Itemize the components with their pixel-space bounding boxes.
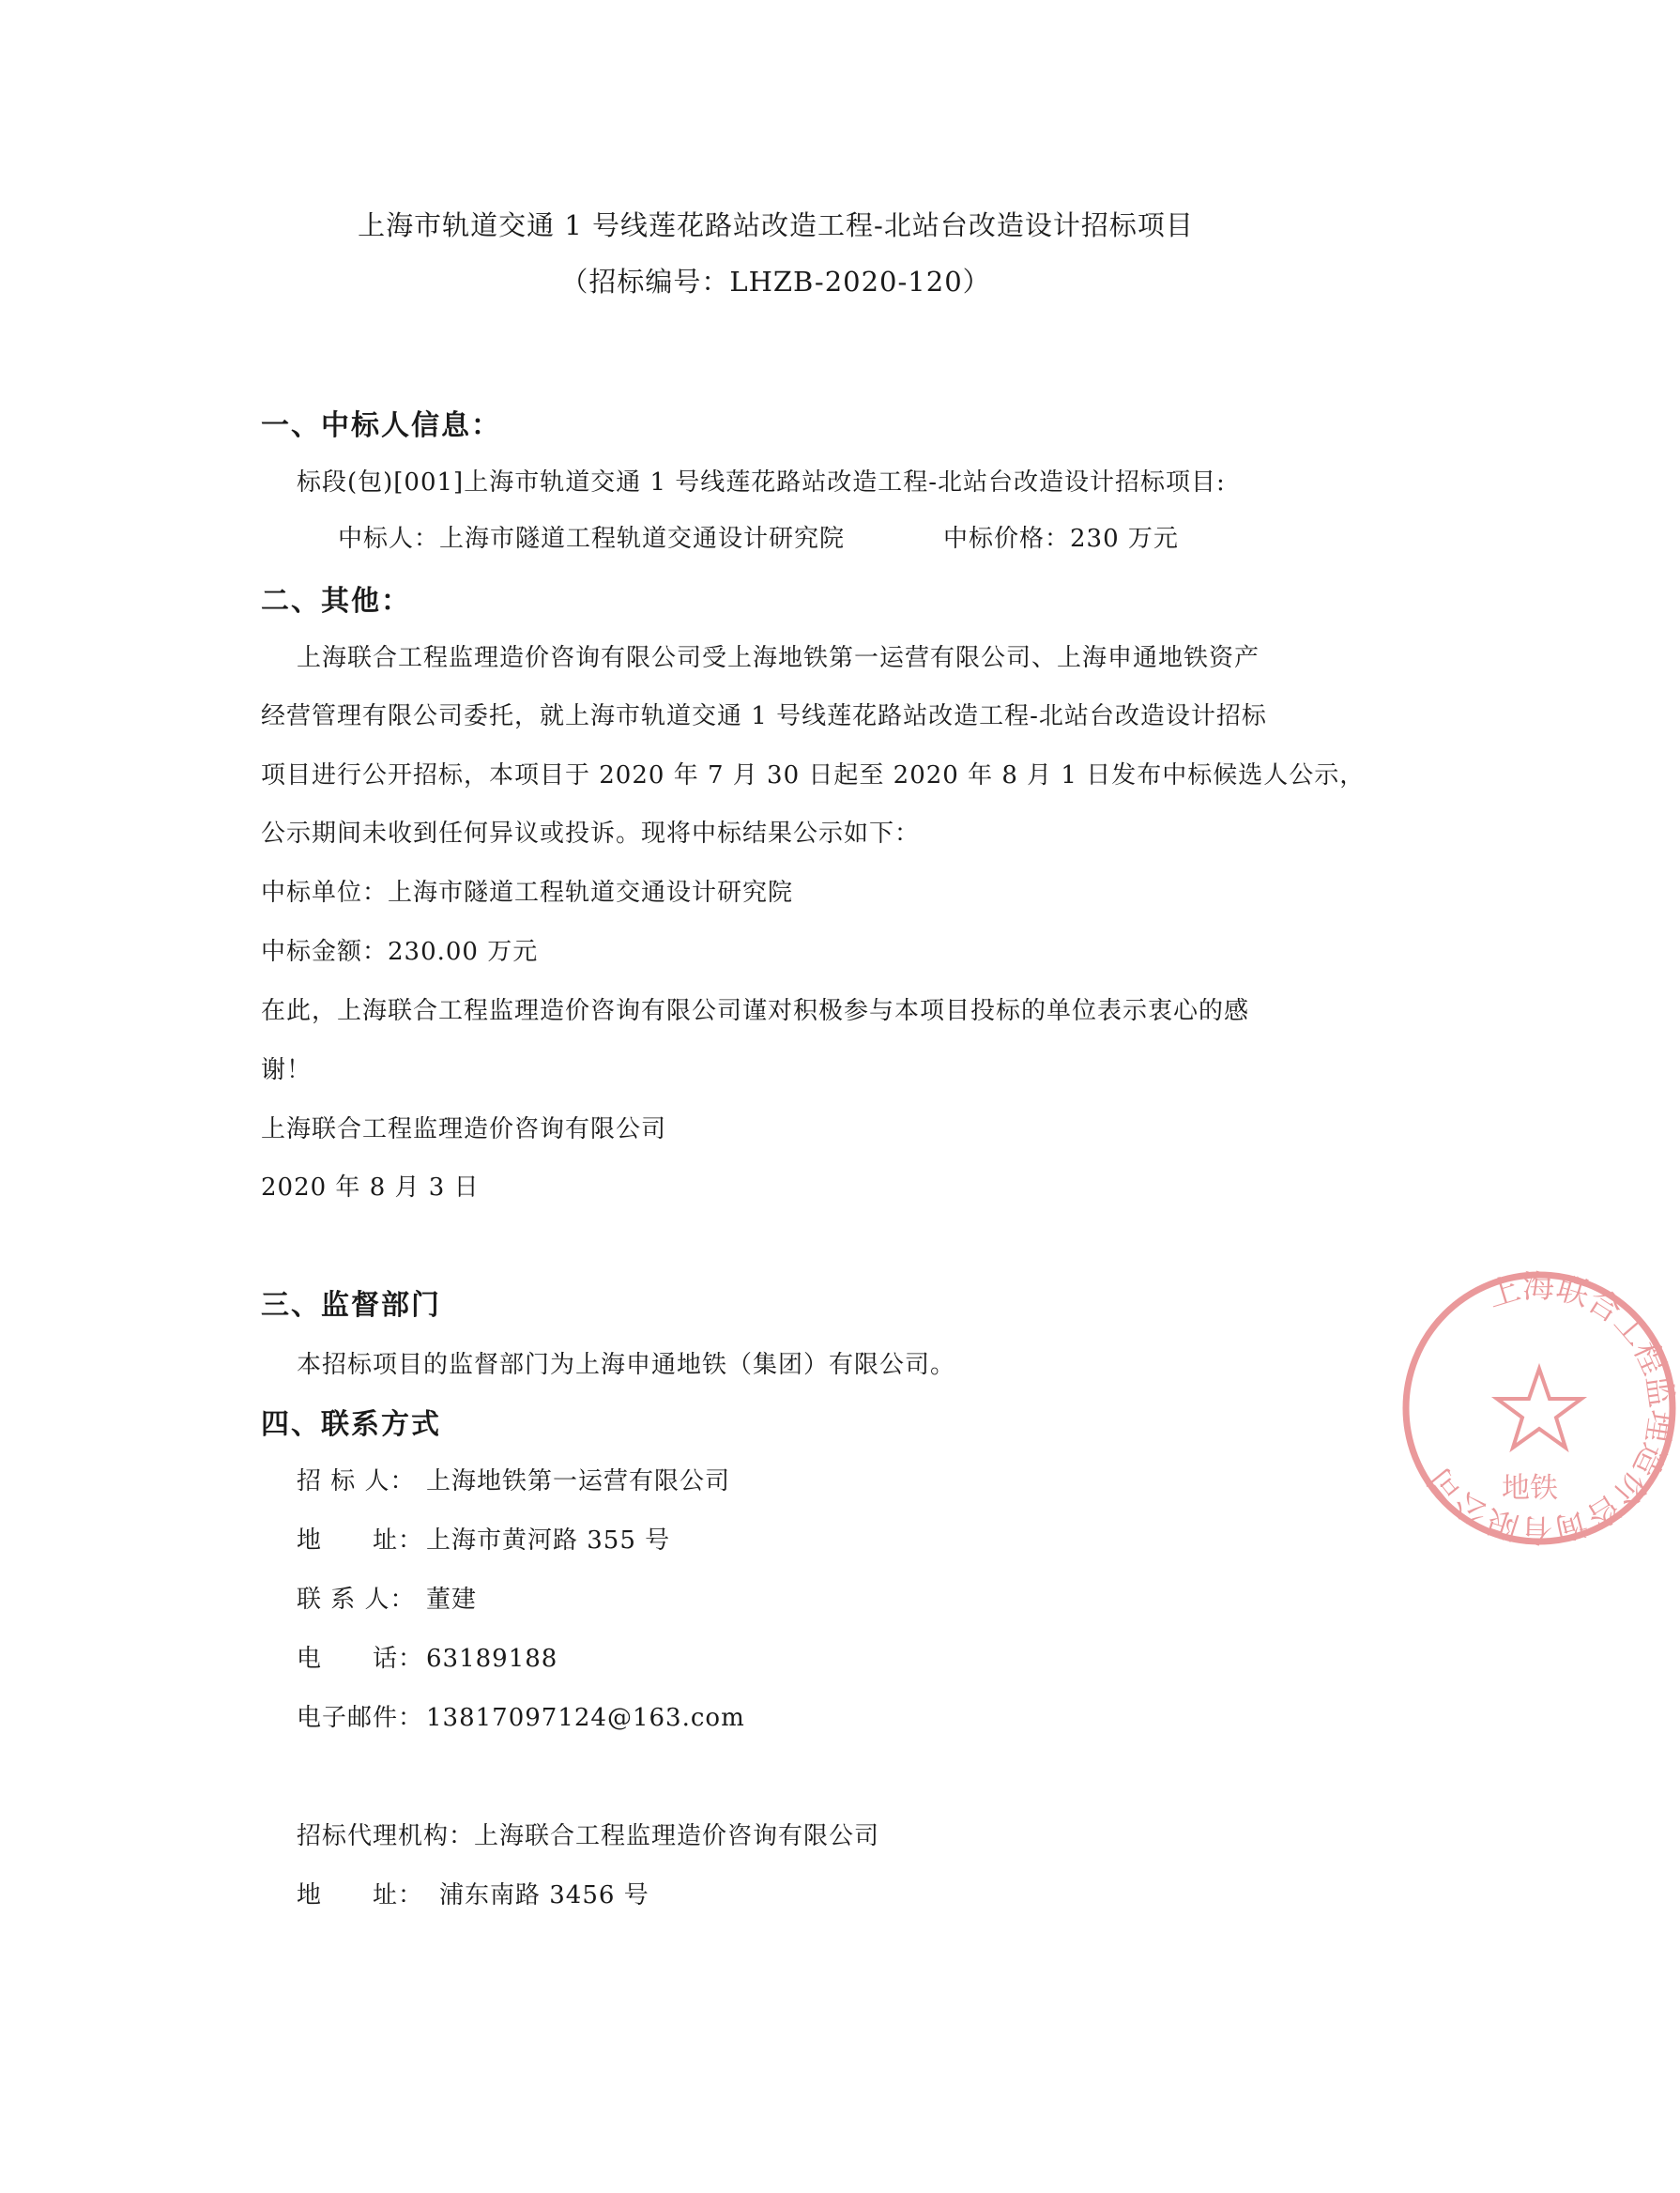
signature-company: 上海联合工程监理造价咨询有限公司 — [261, 1115, 667, 1143]
paragraph-line-4: 公示期间未收到任何异议或投诉。现将中标结果公示如下： — [261, 820, 921, 848]
paragraph-line-2: 经营管理有限公司委托，就上海市轨道交通 1 号线莲花路站改造工程-北站台改造设计招标 — [261, 702, 1267, 730]
winning-amount: 中标金额：230.00 万元 — [261, 938, 539, 966]
agency-address-label: 地 址： — [297, 1881, 424, 1909]
award-line — [338, 519, 1183, 554]
agency-label: 招标代理机构： — [297, 1822, 475, 1850]
seal-text: 上海联合工程监理造价咨询有限公司 — [1420, 1267, 1680, 1549]
section-heading-winner-info: 一、中标人信息： — [261, 409, 501, 442]
thanks-line-2: 谢！ — [261, 1056, 313, 1084]
document-title: 上海市轨道交通 1 号线莲花路站改造工程-北站台改造设计招标项目 — [358, 209, 1194, 241]
company-seal — [1398, 1267, 1680, 1549]
lot-description: 标段(包)[001]上海市轨道交通 1 号线莲花路站改造工程-北站台改造设计招标项目: — [297, 468, 1226, 497]
contact-row — [297, 1580, 477, 1615]
address-label: 地 址： — [297, 1526, 424, 1555]
tenderer-value: 上海地铁第一运营有限公司 — [426, 1467, 731, 1495]
seal-star-icon — [1497, 1369, 1581, 1448]
contact-label: 联 系 人： — [297, 1586, 416, 1614]
section-heading-contact: 四、联系方式 — [261, 1408, 441, 1441]
signature-date: 2020 年 8 月 3 日 — [261, 1173, 480, 1202]
contact-value: 董建 — [426, 1586, 478, 1614]
phone-row — [297, 1639, 557, 1674]
paragraph-line-1: 上海联合工程监理造价咨询有限公司受上海地铁第一运营有限公司、上海申通地铁资产 — [297, 644, 1260, 672]
winning-price: 中标价格：230 万元 — [943, 525, 1179, 553]
phone-value: 63189188 — [426, 1645, 558, 1673]
tenderer-label: 招 标 人： — [297, 1467, 416, 1495]
agency-address-row — [297, 1876, 649, 1910]
address-row — [297, 1521, 670, 1556]
address-value: 上海市黄河路 355 号 — [426, 1526, 671, 1555]
winner-name: 中标人：上海市隧道工程轨道交通设计研究院 — [338, 525, 846, 553]
supervision-text: 本招标项目的监督部门为上海申通地铁（集团）有限公司。 — [297, 1351, 956, 1379]
tender-number: （招标编号：LHZB-2020-120） — [560, 266, 991, 298]
email-row — [297, 1698, 745, 1733]
tenderer-row — [297, 1462, 730, 1496]
agency-row — [297, 1817, 879, 1851]
agency-value: 上海联合工程监理造价咨询有限公司 — [474, 1822, 880, 1850]
thanks-line-1: 在此，上海联合工程监理造价咨询有限公司谨对积极参与本项目投标的单位表示衷心的感 — [261, 997, 1250, 1025]
seal-bottom-text: 地铁 — [1502, 1472, 1558, 1505]
section-heading-supervision: 三、监督部门 — [261, 1289, 441, 1322]
agency-address-value: 浦东南路 3456 号 — [439, 1881, 649, 1909]
winning-unit: 中标单位：上海市隧道工程轨道交通设计研究院 — [261, 879, 794, 907]
paragraph-line-3: 项目进行公开招标，本项目于 2020 年 7 月 30 日起至 2020 年 8 月 1 日发布中标候选人公示， — [261, 761, 1366, 790]
section-heading-other: 二、其他： — [261, 585, 411, 618]
email-label: 电子邮件： — [297, 1704, 424, 1732]
phone-label: 电 话： — [297, 1645, 424, 1673]
email-value: 13817097124@163.com — [426, 1704, 745, 1732]
